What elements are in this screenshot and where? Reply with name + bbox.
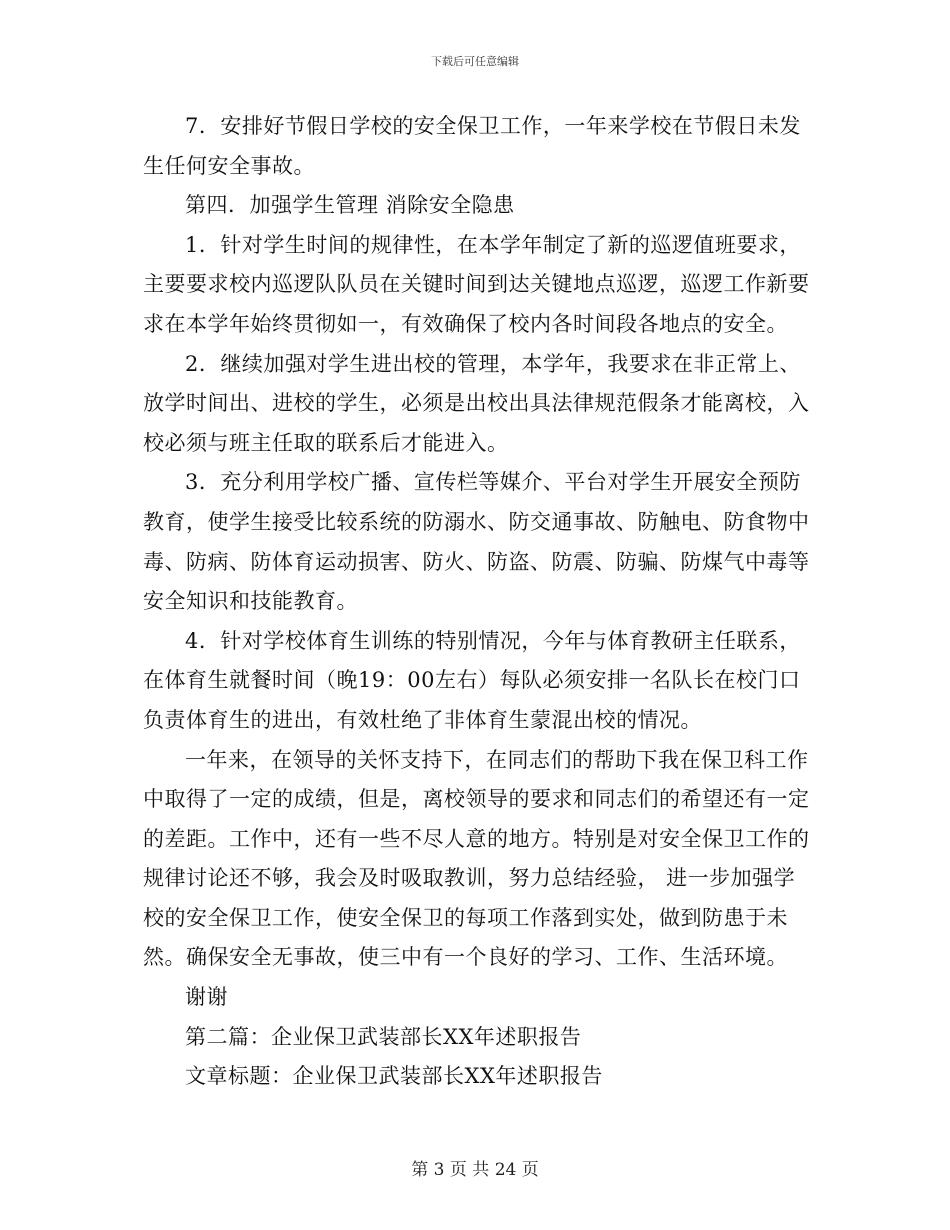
paragraph-patrol: 1．针对学生时间的规律性，在本学年制定了新的巡逻值班要求，主要要求校内巡逻队队员在关键时间到达关键地点巡逻，巡逻工作新要求在本学年始终贯彻如一，有效确保了校内各时间段各地点的安全。 [143,232,810,336]
paragraph-summary: 一年来，在领导的关怀支持下，在同志们的帮助下我在保卫科工作中取得了一定的成绩，但是，离校领导的要求和同志们的希望还有一定的差距。工作中，还有一些不尽人意的地方。特别是对安全保卫工作的规律讨论还不够，我会及时吸取教训，努力总结经验， 进一步加强学校的安全保卫工作，使安全保卫的每项工作落到实处，做到防患于未然。确保安全无事故，使三中有一个良好的学习、工作、生活环境。 [143,747,810,970]
paragraph-sports-students: 4．针对学校体育生训练的特别情况，今年与体育教研主任联系，在体育生就餐时间（晚19：00左右）每队必须安排一名队长在校门口负责体育生的进出，有效杜绝了非体育生蒙混出校的情况。 [143,628,801,732]
paragraph-safety-education: 3．充分利用学校广播、宣传栏等媒介、平台对学生开展安全预防教育，使学生接受比较系统的防溺水、防交通事故、防触电、防食物中毒、防病、防体育运动损害、防火、防盗、防震、防骗、防煤气中毒等安全知识和技能教育。 [143,470,810,614]
page-number: 第 3 页 共 24 页 [411,1160,539,1180]
article-title-line: 文章标题：企业保卫武装部长XX年述职报告 [185,1064,603,1089]
second-article-heading: 第二篇：企业保卫武装部长XX年述职报告 [185,1024,582,1049]
paragraph-item-7: 7．安排好节假日学校的安全保卫工作，一年来学校在节假日未发生任何安全事故。 [143,114,801,178]
page-header-note: 下载后可任意编辑 [431,55,519,68]
paragraph-entry-exit: 2．继续加强对学生进出校的管理，本学年，我要求在非正常上、放学时间出、进校的学生，必须是出校出具法律规范假条才能离校，入校必须与班主任取的联系后才能进入。 [143,351,810,455]
document-body [143,107,813,1097]
closing-thanks: 谢谢 [185,985,228,1010]
section-heading-4: 第四．加强学生管理 消除安全隐患 [185,193,515,218]
